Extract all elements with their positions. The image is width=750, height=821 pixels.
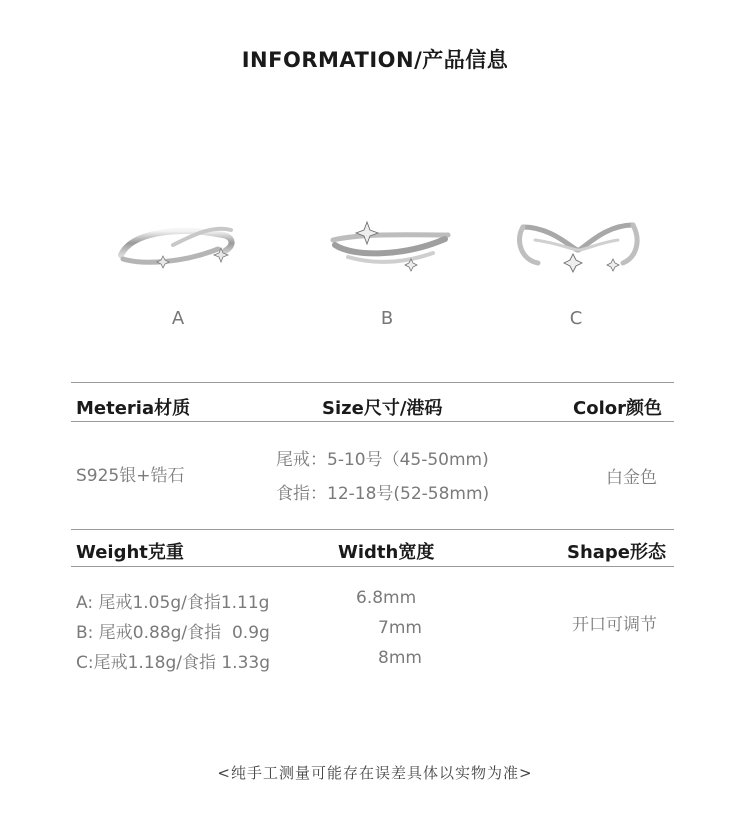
divider — [71, 566, 674, 567]
width-value-b: 7mm — [378, 618, 422, 638]
page-title: INFORMATION/产品信息 — [241, 48, 509, 72]
ring-a-image — [113, 205, 243, 295]
variant-label-b: B — [380, 308, 394, 329]
weight-value-b: B: 尾戒0.88g/食指 0.9g — [76, 623, 270, 643]
header-material: Meteria材质 — [76, 398, 191, 419]
header-weight: Weight克重 — [76, 542, 184, 563]
material-value: S925银+锆石 — [76, 466, 185, 486]
shape-value: 开口可调节 — [572, 615, 657, 635]
width-value-a: 6.8mm — [356, 588, 417, 608]
size-value-index: 食指：12-18号(52-58mm) — [276, 484, 490, 504]
divider — [71, 529, 674, 530]
weight-value-a: A: 尾戒1.05g/食指1.11g — [76, 593, 270, 613]
variant-label-c: C — [569, 308, 583, 329]
header-width: Width宽度 — [338, 542, 435, 563]
variant-label-a: A — [171, 308, 185, 329]
footer-note: <纯手工测量可能存在误差具体以实物为准> — [217, 764, 533, 782]
weight-value-c: C:尾戒1.18g/食指 1.33g — [76, 653, 271, 673]
header-color: Color颜色 — [573, 398, 662, 419]
divider — [71, 382, 674, 383]
divider — [71, 421, 674, 422]
header-shape: Shape形态 — [567, 542, 667, 563]
header-size: Size尺寸/港码 — [322, 398, 443, 419]
ring-b-image — [323, 205, 453, 295]
size-value-pinky: 尾戒：5-10号（45-50mm) — [276, 450, 489, 470]
ring-c-image — [513, 205, 643, 295]
color-value: 白金色 — [606, 468, 657, 488]
width-value-c: 8mm — [378, 648, 422, 668]
